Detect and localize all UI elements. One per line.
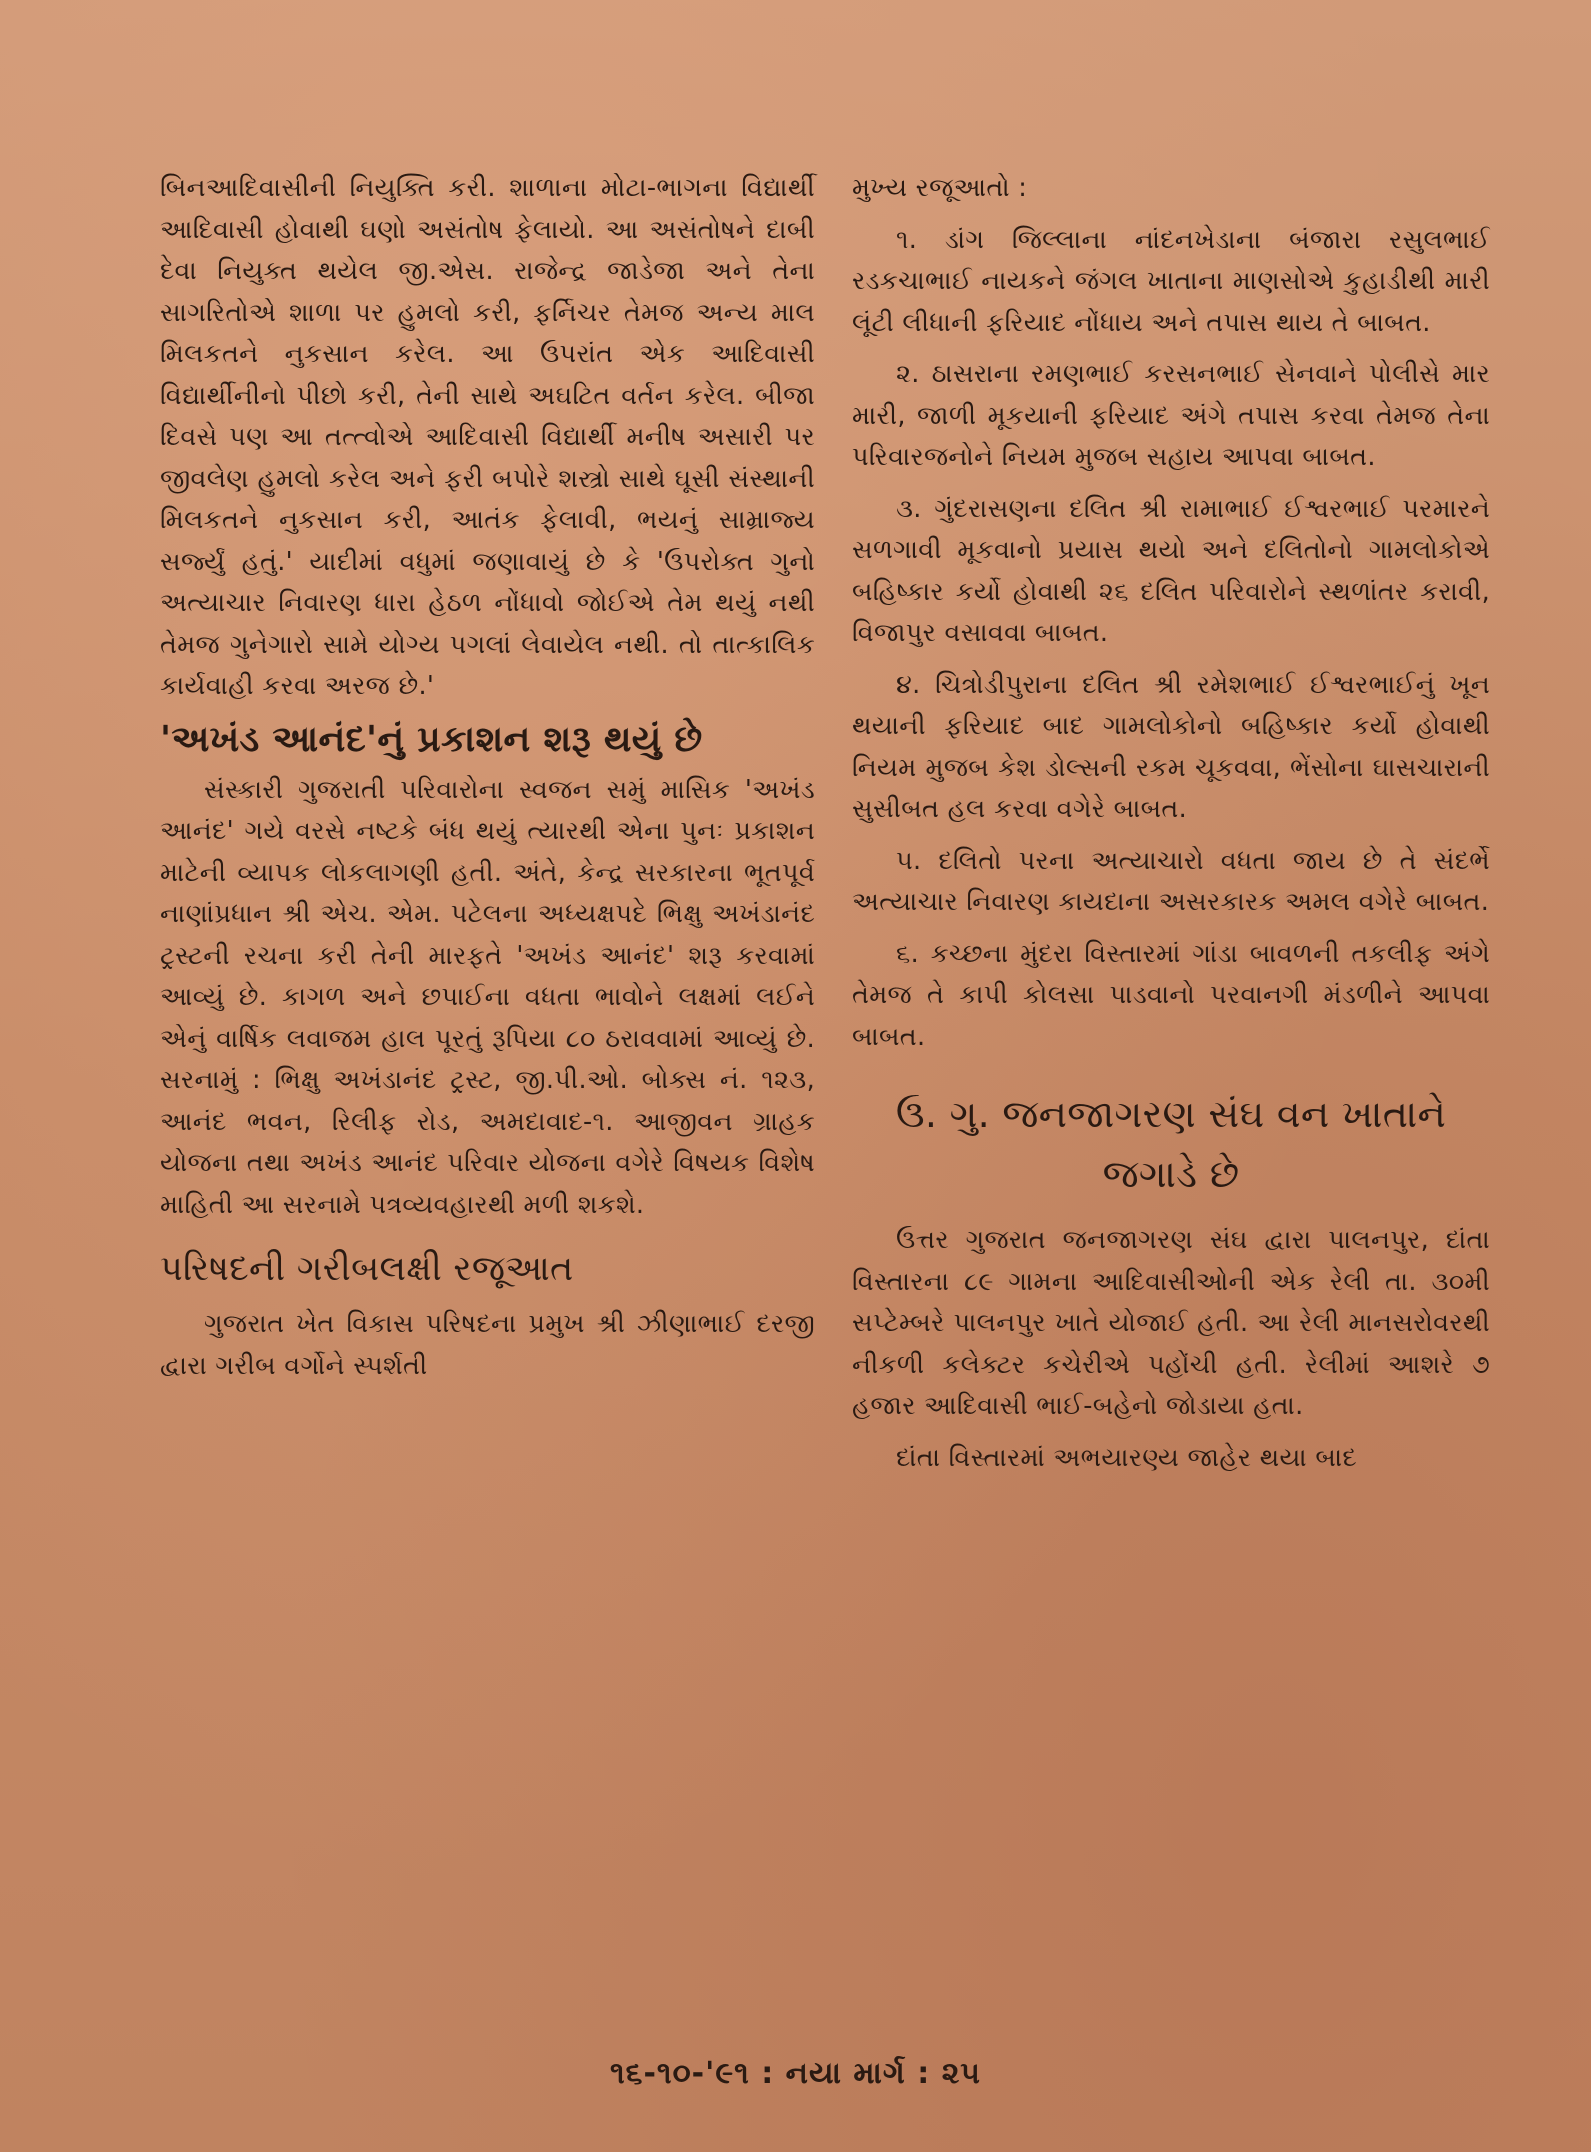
right-paragraph-1: ઉત્તર ગુજરાત જનજાગરણ સંઘ દ્વારા પાલનપુર, દાંતા વિસ્તારના ૮૯ ગામના આદિવાસીઓની એક રેલી તા. ૩૦મી સપ્ટેમ્બરે પાલનપુર ખાતે યોજાઈ હતી. આ રેલી માનસરોવરથી નીકળી કલેક્ટર કચેરીએ પહોંચી હતી. રેલીમાં આશરે ૭ હજાર આદિવાસી ભાઈ-બહેનો જોડાયા હતા. [852,1225,1490,1421]
janjagran-heading: ઉ. ગુ. જનજાગરણ સંઘ વન ખાતાને જગાડે છે [895,1092,1447,1196]
point-2: ૨. ઠાસરાના રમણભાઈ કરસનભાઈ સેનવાને પોલીસે માર મારી, જાળી મૂકયાની ફરિયાદ અંગે તપાસ કરવા તેમજ તેના પરિવારજનોને નિયમ મુજબ સહાય આપવા બાબત. [852,359,1490,472]
point-3: ૩. ગુંદરાસણના દલિત શ્રી રામાભાઈ ઈશ્વરભાઈ પરમારને સળગાવી મૂકવાનો પ્રયાસ થયો અને દલિતોનો ગામલોકોએ બહિષ્કાર કર્યો હોવાથી ૨૬ દલિત પરિવારોને સ્થળાંતર કરાવી, વિજાપુર વસાવવા બાબત. [852,493,1490,648]
page-footer: ૧૬-૧૦-'૯૧ : નયા માર્ગ : ૨૫ [609,2056,982,2091]
akhand-anand-heading: 'અખંડ આનંદ'નું પ્રકાશન શરૂ થયું છે [160,718,703,760]
right-column [852,168,1490,1479]
left-paragraph-1: બિનઆદિવાસીની નિયુક્તિ કરી. શાળાના મોટા-ભાગના વિદ્યાર્થી આદિવાસી હોવાથી ઘણો અસંતોષ ફેલાયો. આ અસંતોષને દાબી દેવા નિયુક્ત થયેલ જી.એસ. રાજેન્દ્ર જાડેજા અને તેના સાગરિતોએ શાળા પર હુમલો કરી, ફર્નિચર તેમજ અન્ય માલ મિલકતને નુકસાન કરેલ. આ ઉપરાંત એક આદિવાસી વિદ્યાર્થીનીનો પીછો કરી, તેની સાથે અઘટિત વર્તન કરેલ. બીજા દિવસે પણ આ તત્ત્વોએ આદિવાસી વિદ્યાર્થી મનીષ અસારી પર જીવલેણ હુમલો કરેલ અને ફરી બપોરે શસ્ત્રો સાથે ઘૂસી સંસ્થાની મિલકતને નુકસાન કરી, આતંક ફેલાવી, ભયનું સામ્રાજ્ય સર્જ્યું હતું.' યાદીમાં વધુમાં જણાવાયું છે કે 'ઉપરોક્ત ગુનો અત્યાચાર નિવારણ ધારા હેઠળ નોંધાવો જોઈએ તેમ થયું નથી તેમજ ગુનેગારો સામે યોગ્ય પગલાં લેવાયેલ નથી. તો તાત્કાલિક કાર્યવાહી કરવા અરજ છે.' [160,173,815,701]
left-column [160,168,815,1387]
point-5: ૫. દલિતો પરના અત્યાચારો વધતા જાય છે તે સંદર્ભે અત્યાચાર નિવારણ કાયદાના અસરકારક અમલ વગેરે બાબત. [852,845,1490,917]
left-paragraph-2: સંસ્કારી ગુજરાતી પરિવારોના સ્વજન સમું માસિક 'અખંડ આનંદ' ગયે વરસે નષ્ટકે બંધ થયું ત્યારથી એના પુનઃ પ્રકાશન માટેની વ્યાપક લોકલાગણી હતી. અંતે, કેન્દ્ર સરકારના ભૂતપૂર્વ નાણાંપ્રધાન શ્રી એચ. એમ. પટેલના અધ્યક્ષપદે ભિક્ષુ અખંડાનંદ ટ્રસ્ટની રચના કરી તેની મારફતે 'અખંડ આનંદ' શરૂ કરવામાં આવ્યું છે. કાગળ અને છપાઈના વધતા ભાવોને લક્ષમાં લઈને એનું વાર્ષિક લવાજમ હાલ પૂરતું રૂપિયા ૮૦ ઠરાવવામાં આવ્યું છે. સરનામું : ભિક્ષુ અખંડાનંદ ટ્રસ્ટ, જી.પી.ઓ. બોક્સ નં. ૧૨૩, આનંદ ભવન, રિલીફ રોડ, અમદાવાદ-૧. આજીવન ગ્રાહક યોજના તથા અખંડ આનંદ પરિવાર યોજના વગેરે વિષયક વિશેષ માહિતી આ સરનામે પત્રવ્યવહારથી મળી શકશે. [160,774,815,1220]
left-paragraph-3: ગુજરાત ખેત વિકાસ પરિષદના પ્રમુખ શ્રી ઝીણાભાઈ દરજી દ્વારા ગરીબ વર્ગોને સ્પર્શતી [160,1309,815,1381]
parishad-heading: પરિષદની ગરીબલક્ષી રજૂઆત [160,1249,574,1289]
point-4: ૪. ચિત્રોડીપુરાના દલિત શ્રી રમેશભાઈ ઈશ્વરભાઈનું ખૂન થયાની ફરિયાદ બાદ ગામલોકોનો બહિષ્કાર કર્યો હોવાથી નિયમ મુજબ કેશ ડોલ્સની રકમ ચૂકવવા, ભેંસોના ઘાસચારાની સુસીબત હલ કરવા વગેરે બાબત. [852,669,1490,824]
point-6: ૬. કચ્છના મુંદરા વિસ્તારમાં ગાંડા બાવળની તકલીફ અંગે તેમજ તે કાપી કોલસા પાડવાનો પરવાનગી મંડળીને આપવા બાબત. [852,938,1490,1052]
right-paragraph-2: દાંતા વિસ્તારમાં અભયારણ્ય જાહેર થયા બાદ [896,1442,1357,1473]
point-1: ૧. ડાંગ જિલ્લાના નાંદનખેડાના બંજારા રસુલભાઈ રડકચાભાઈ નાયકને જંગલ ખાતાના માણસોએ કુહાડીથી મારી લૂંટી લીધાની ફરિયાદ નોંધાય અને તપાસ થાય તે બાબત. [852,224,1490,338]
main-points-intro: મુખ્ય રજૂઆતો : [852,173,1028,203]
